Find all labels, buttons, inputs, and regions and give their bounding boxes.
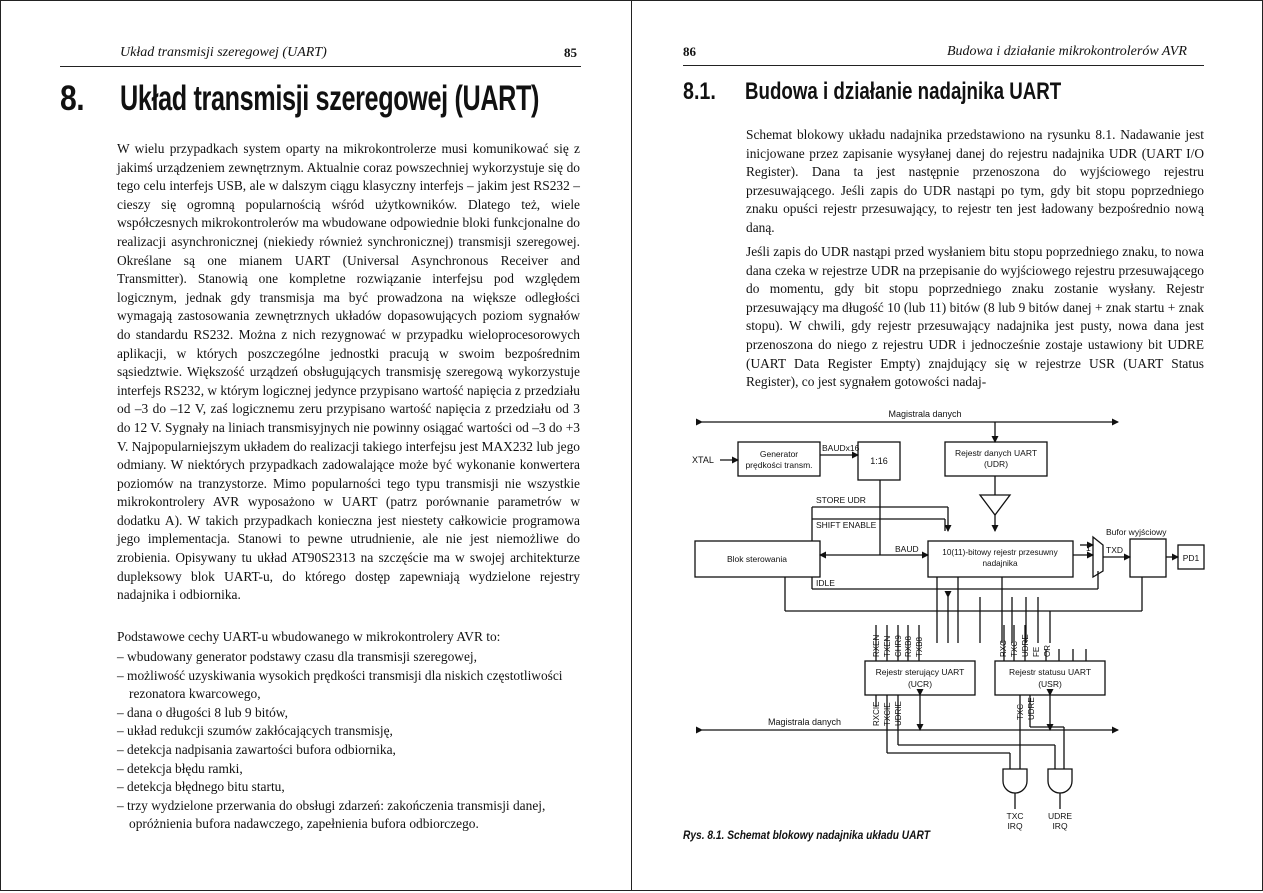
label-udr-short: (UDR) <box>983 459 1009 469</box>
label-shift-register: 10(11)-bitowy rejestr przesuwny <box>942 548 1058 557</box>
bit-udrie: UDRIE <box>894 701 903 726</box>
udre-and-gate <box>1048 769 1072 793</box>
bit-txen: TXEN <box>883 635 892 657</box>
features-list <box>117 648 580 834</box>
features-intro: Podstawowe cechy UART-u wbudowanego w mikrokontrolery AVR to: <box>117 629 501 644</box>
output-buffer-box <box>1130 539 1166 577</box>
list-item: – możliwość uzyskiwania wysokich prędkości transmisji dla niskich częstotliwości rezonatora kwarcowego, <box>117 667 563 702</box>
left-page <box>0 0 632 891</box>
right-paragraph-2: Jeśli zapis do UDR nastąpi przed wysłaniem bitu stopu poprzedniego znaku, to nowa dana czeka w rejestrze UDR na przepisanie do wyjściowego rejestru przesuwającego do momentu, gdy bit stopu poprzedniego znaku zostanie wysłany. Rejestr przesuwający ma długość 10 (lub 11) bitów (8 lub 9 bitów danej + znak startu + znak stopu). W chwili, gdy rejestr przesuwający nadajnika jest pusty, nowa dana jest przenoszona do niego z rejestru UDR i jednocześnie zostaje ustawiony bit UDRE (UART Data Register Empty) znajdujący się w rejestrze USR (UART Status Register), co jest sygnałem gotowości nadaj- <box>746 244 1204 390</box>
txc-and-gate <box>1003 769 1027 793</box>
right-paragraph-1: Schemat blokowy układu nadajnika przedstawiono na rysunku 8.1. Nadawanie jest inicjowane przez zapisanie wysyłanej danej do rejestru nadajnika UDR (UART I/O Register). Dana ta jest następnie przenoszona do wyjściowego rejestru przesuwającego. Jeśli zapis do UDR nastąpi po tym, gdy bit stopu poprzedniego znaku opuści rejestr przesuwający, to rejestr ten jest ładowany bezpośrednio nową daną. <box>746 127 1204 235</box>
bit-txc: TXC <box>1010 641 1019 657</box>
label-usr-short: (USR) <box>1038 679 1062 689</box>
label-shift-register-tx: nadajnika <box>982 559 1018 568</box>
generator-box <box>738 442 820 476</box>
bit-rxb8: RXB8 <box>904 636 913 657</box>
left-paragraph-1: W wielu przypadkach system oparty na mikrokontrolerze musi komunikować się z jakimś urządzeniem zewnętrznym. Aktualnie coraz powszechniej wykorzystuje się do tego celu interfejs USB, ale w dalszym ciągu klasyczny interfejs – jakim jest RS232 – cieszy się ogromną popularnością wśród użytkowników. Dlatego też, wiele współczesnych mikrokontrolerów ma wbudowane odpowiednie bloki funkcjonalne do realizacji asynchronicznej (niekiedy również synchronicznej) transmisji szeregowej. Określane są one mianem UART (Universal Asynchronous Receiver and Transmitter). Stanowią one kompletne rozwiązanie interfejsu pod względem logicznym, jednak gdy transmisja ma być prowadzona na większe odległości wymagają zastosowania zewnętrznych układów dopasowujących poziom sygnałów do standardu RS232. Można z nich rezygnować w przypadku wieloprocesorowych aplikacji, w których poszczególne jednostki pracują w swoim bezpośrednim sąsiedztwie. Większość urządzeń obsługujących transmisję szeregową wykorzystuje interfejs RS232, w którym logicznej jedynce przypisano wartość napięcia z przedziału od –3 do –12 V, zaś logicznemu zeru przypisano wartość napięcia z przedziału od 3 do 12 V. Sygnały na liniach transmisyjnych nie powinny osiągać wartości od –3 do +3 V. Najpopularniejszym układem do realizacji takiego interfejsu jest MAX232 lub jego odmiany. W niektórych przypadkach zadowalające może być wykonanie konwertera poziomów na tranzystorze. Mimo popularności tego typu transmisji nie wszystkie mikrokontrolery AVR wyposażono w UART (patrz porównanie parametrów w dodatku A). W takich przypadkach konieczna jest niestety całkowicie programowa jego implementacja. Stanowi to pewne utrudnienie, ale nie jest niemożliwe do zrobienia. Opisywany tu układ AT90S2313 na szczęście ma w swojej architekturze dupleksowy blok UART-u, do którego dostęp zapewniają wydzielone rejestry nadajnika i odbiornika. <box>117 141 580 603</box>
left-header-rule <box>60 66 581 67</box>
chapter-number: 8. <box>60 79 85 118</box>
label-shift-enable: SHIFT ENABLE <box>816 520 877 530</box>
bit-rxcie: RXCIE <box>872 701 881 726</box>
label-data-bus-bottom: Magistrala danych <box>768 717 842 727</box>
label-baudx16: BAUDx16 <box>822 443 860 453</box>
chapter-title: Układ transmisji szeregowej (UART) <box>120 79 540 118</box>
bit-udre-bottom: UDRE <box>1027 697 1036 720</box>
list-item: – detekcja błędu ramki, <box>117 760 243 776</box>
label-ucr-short: (UCR) <box>907 679 933 689</box>
bit-txc-bottom: TXC <box>1016 704 1025 720</box>
left-running-head: Układ transmisji szeregowej (UART) <box>120 45 327 60</box>
bit-txcie: TXCIE <box>883 702 892 726</box>
label-usr: Rejestr statusu UART <box>1008 667 1092 677</box>
label-baud: BAUD <box>895 544 919 554</box>
right-page-number: 86 <box>683 44 696 59</box>
left-page-number: 85 <box>564 45 577 60</box>
label-divider: 1:16 <box>870 456 888 466</box>
label-control-block: Blok sterowania <box>726 554 788 564</box>
label-generator-speed: prędkości transm. <box>745 460 813 470</box>
label-ucr: Rejestr sterujący UART <box>875 667 965 677</box>
bit-rxc: RXC <box>999 640 1008 657</box>
list-item: – dana o długości 8 lub 9 bitów, <box>117 704 288 720</box>
label-txc-irq: TXC <box>1006 811 1024 821</box>
list-item: – wbudowany generator podstawy czasu dla transmisji szeregowej, <box>117 649 477 664</box>
list-item: – trzy wydzielone przerwania do obsługi zdarzeń: zakończenia transmisji danej, opróżnienia bufora nadawczego, zapełnienia bufora odbiorczego. <box>117 797 546 832</box>
right-running-head: Budowa i działanie mikrokontrolerów AVR <box>947 44 1187 59</box>
label-mux-one: 1 <box>1086 543 1091 553</box>
udr-buffer-triangle <box>980 495 1010 515</box>
label-udr: Rejestr danych UART <box>954 448 1038 458</box>
label-xtal: XTAL <box>692 455 714 465</box>
right-header-rule <box>683 65 1204 66</box>
label-store-udr: STORE UDR <box>816 495 866 505</box>
bit-rxen: RXEN <box>872 634 881 657</box>
list-item: – detekcja błędnego bitu startu, <box>117 779 285 795</box>
label-output-buffer: Bufor wyjściowy <box>1106 527 1167 537</box>
figure-caption: Rys. 8.1. Schemat blokowy nadajnika układu UART <box>683 828 930 842</box>
section-number: 8.1. <box>683 78 716 105</box>
bit-txb8: TXB8 <box>915 636 924 657</box>
label-generator: Generator <box>759 449 799 459</box>
bit-or: OR <box>1043 645 1052 657</box>
bit-chr9: CHR9 <box>894 635 903 657</box>
list-item: – układ redukcji szumów zakłócających transmisję, <box>117 723 393 739</box>
bit-fe: FE <box>1032 646 1041 657</box>
uart-transmitter-block-diagram <box>690 405 1210 845</box>
list-item: – detekcja nadpisania zawartości bufora odbiornika, <box>117 741 396 757</box>
section-title: Budowa i działanie nadajnika UART <box>745 78 1062 105</box>
bit-udre: UDRE <box>1021 634 1030 657</box>
label-udre-irq-2: IRQ <box>1052 821 1068 831</box>
label-txd: TXD <box>1106 545 1123 555</box>
label-data-bus: Magistrala danych <box>888 409 962 419</box>
label-idle: IDLE <box>816 578 835 588</box>
label-txc-irq-2: IRQ <box>1007 821 1023 831</box>
label-udre-irq: UDRE <box>1047 811 1073 821</box>
label-pd1: PD1 <box>1182 553 1200 563</box>
